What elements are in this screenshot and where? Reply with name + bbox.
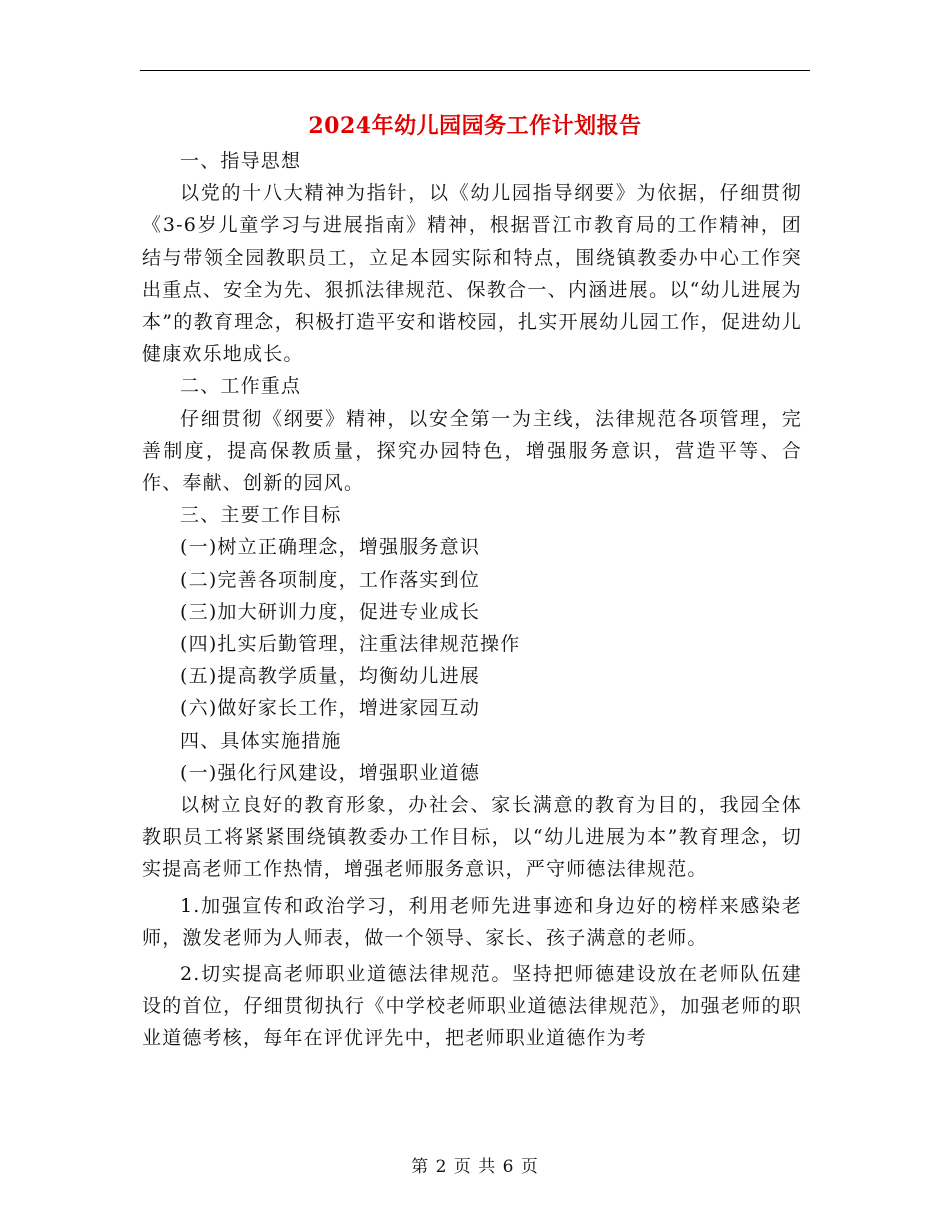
goal-item: (二)完善各项制度，工作落实到位 — [180, 568, 481, 591]
goal-item: (五)提高教学质量，均衡幼儿进展 — [180, 665, 481, 688]
section-heading-main-goals: 三、主要工作目标 — [180, 504, 342, 527]
goal-item: (三)加大研训力度，促进专业成长 — [180, 600, 481, 623]
goal-item: (六)做好家长工作，增进家园互动 — [180, 697, 481, 720]
paragraph: 仔细贯彻《纲要》精神，以安全第一为主线，法律规范各项管理，完善制度，提高保教质量，探究办园特色，增强服务意识，营造平等、合作、奉献、创新的园风。 — [142, 407, 802, 495]
goal-item: (一)树立正确理念，增强服务意识 — [180, 536, 481, 559]
numbered-paragraph: 2.切实提高老师职业道德法律规范。坚持把师德建设放在老师队伍建设的首位，仔细贯彻执行《中学校老师职业道德法律规范》，加强老师的职业道德考核，每年在评优评先中，把老师职业道德作为考 — [142, 963, 802, 1050]
numbered-paragraph: 1.加强宣传和政治学习，利用老师先进事迹和身边好的榜样来感染老师，激发老师为人师表，做一个领导、家长、孩子满意的老师。 — [142, 894, 802, 949]
section-heading-work-focus: 二、工作重点 — [180, 375, 302, 398]
section-heading-measures: 四、具体实施措施 — [180, 729, 342, 752]
header-rule — [140, 70, 810, 71]
paragraph: 以党的十八大精神为指针，以《幼儿园指导纲要》为依据，仔细贯彻《3-6岁儿童学习与进展指南》精神，根据晋江市教育局的工作精神，团结与带领全园教职员工，立足本园实际和特点，围绕镇教委办中心工作突出重点、安全为先、狠抓法律规范、保教合一、内涵进展。以“幼儿进展为本”的教育理念，积极打造平安和谐校园，扎实开展幼儿园工作，促进幼儿健康欢乐地成长。 — [142, 182, 802, 366]
document-title: 2024年幼儿园园务工作计划报告 — [308, 113, 642, 139]
paragraph: 以树立良好的教育形象，办社会、家长满意的教育为目的，我园全体教职员工将紧紧围绕镇教委办工作目标，以“幼儿进展为本”教育理念，切实提高老师工作热情，增强老师服务意识，严守师德法律规范。 — [142, 794, 802, 881]
subsection-heading: (一)强化行风建设，增强职业道德 — [180, 761, 481, 784]
page-footer: 第 2 页 共 6 页 — [411, 1157, 539, 1177]
document-body — [142, 145, 802, 1055]
goal-item: (四)扎实后勤管理，注重法律规范操作 — [180, 633, 521, 656]
section-heading-guiding-ideology: 一、指导思想 — [180, 150, 302, 172]
